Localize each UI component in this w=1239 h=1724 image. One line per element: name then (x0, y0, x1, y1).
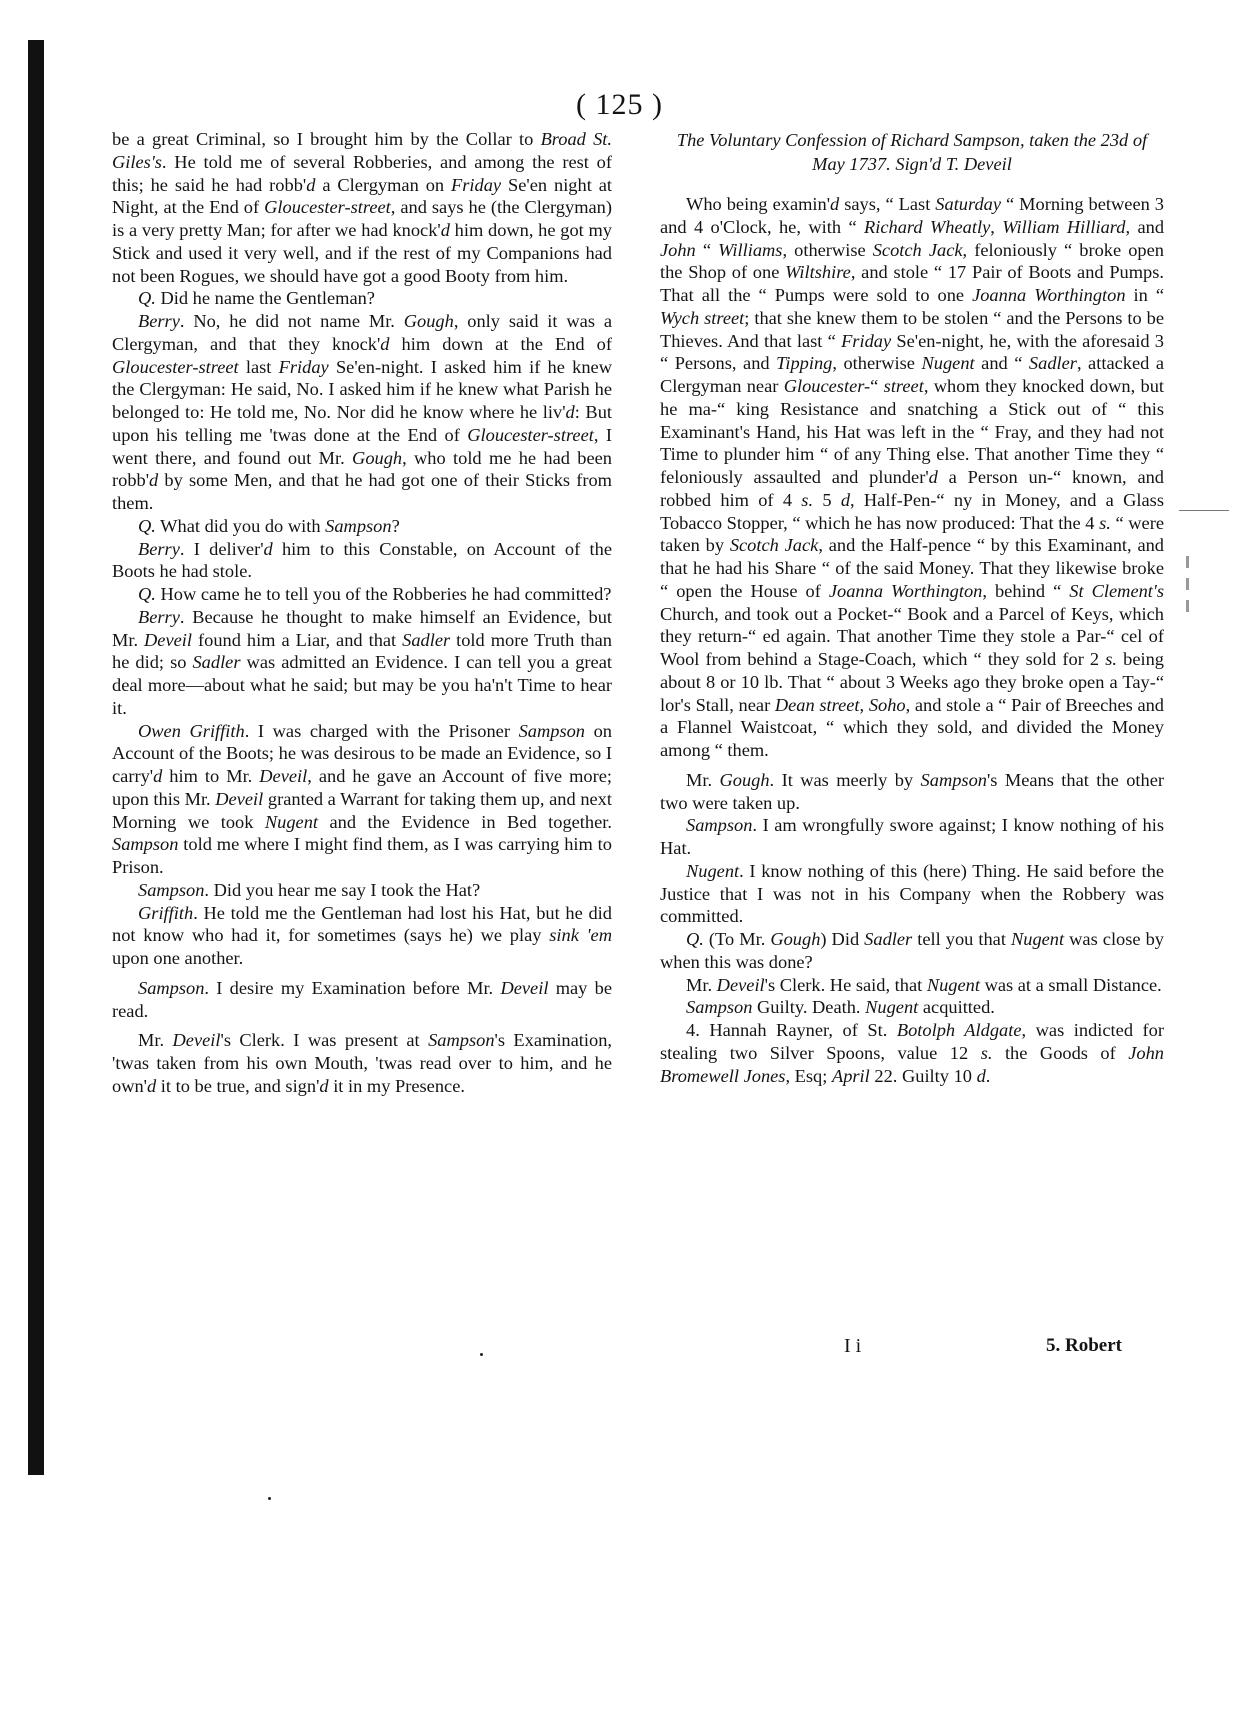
margin-mark (1186, 556, 1189, 568)
right-paragraph: Who being examin'd says, “ Last Saturday “ Morning between 3 and 4 o'Clock, he, with “ Richard Wheatly, William Hilliard, and John “ Williams, otherwise Scotch Jack, feloniously “ broke open the Shop of one Wiltshire, and stole “ 17 Pair of Boots and Pumps. That all the “ Pumps were sold to one Joanna Worthington in “ Wych street; that she knew them to be stolen “ and the Persons to be Thieves. And that last “ Friday Se'en-night, he, with the aforesaid 3 “ Persons, and Tipping, otherwise Nugent and “ Sadler, attacked a Clergyman near Gloucester-“ street, whom they knocked down, but he ma-“ king Resistance and snatching a Stick out of “ this Examinant's Hand, his Hat was left in the “ Fray, and they had not Time to plunder him “ of any Thing else. That another Time they “ feloniously assaulted and plunder'd a Person un-“ known, and robbed him of 4 s. 5 d, Half-Pen-“ ny in Money, and a Glass Tobacco Stopper, “ which he has now produced: That the 4 s. “ were taken by Scotch Jack, and the Half-pence “ by this Examinant, and that he had his Share “ of the said Money. That they likewise broke “ open the House of Joanna Worthington, behind “ St Clement's Church, and took out a Pocket-“ Book and a Parcel of Keys, which they return-“ ed again. That another Time they stole a Par-“ cel of Wool from behind a Stage-Coach, which “ they sold for 2 s. being about 8 or 10 lb. That “ about 3 Weeks ago they broke open a Tay-“ lor's Stall, near Dean street, Soho, and stole a “ Pair of Breeches and a Flannel Waistcoat, “ which they sold, and divided the Money among “ them. (660, 194, 1165, 760)
confession-heading: The Voluntary Confession of Richard Sampson, taken the 23d of May 1737. Sign'd T. Deveil (676, 130, 1148, 174)
left-paragraph: Q. What did you do with Sampson? (138, 515, 400, 536)
margin-mark (1186, 578, 1189, 590)
right-paragraph: Q. (To Mr. Gough) Did Sadler tell you that Nugent was close by when this was done? (660, 929, 1164, 972)
left-column (112, 128, 612, 1098)
left-paragraph: Sampson. I desire my Examination before Mr. Deveil may be read. (112, 977, 612, 1021)
left-paragraph: Q. How came he to tell you of the Robberies he had committed? (138, 584, 612, 604)
right-paragraph: Mr. Gough. It was meerly by Sampson's Means that the other two were taken up. (660, 769, 1164, 813)
signature-mark: I i (844, 1335, 862, 1357)
left-paragraph: Berry. No, he did not name Mr. Gough, only said it was a Clergyman, and that they knock'd him down at the End of Gloucester-street last Friday Se'en-night. I asked him if he knew the Clergyman: He said, No. I asked him if he knew what Parish he belonged to: He told me, No. Nor did he know where he liv'd: But upon his telling me 'twas done at the End of Gloucester-street, I went there, and found out Mr. Gough, who told me he had been robb'd by some Men, and that he had got one of their Sticks from them. (112, 311, 612, 513)
right-column (660, 128, 1164, 1087)
page-number: ( 125 ) (576, 88, 663, 121)
catchword: 5. Robert (1046, 1335, 1122, 1356)
left-paragraph: Mr. Deveil's Clerk. I was present at Sampson's Examination, 'twas taken from his own Mouth, 'twas read over to him, and he own'd it to be true, and sign'd it in my Presence. (112, 1030, 613, 1096)
right-paragraph: Sampson. I am wrongfully swore against; I know nothing of his Hat. (660, 815, 1164, 858)
right-paragraph: Sampson Guilty. Death. Nugent acquitted. (686, 997, 995, 1018)
ink-speck (268, 1497, 271, 1500)
binding-edge (28, 40, 44, 1475)
ink-speck (480, 1353, 483, 1356)
left-paragraph: be a great Criminal, so I brought him by the Collar to Broad St. Giles's. He told me of several Robberies, and among the rest of this; he said he had robb'd a Clergyman on Friday Se'en night at Night, at the End of Gloucester-street, and says he (the Clergyman) is a very pretty Man; for after we had knock'd him down, he got my Stick and used it very well, and if the rest of my Companions had not been Rogues, we should have got a good Booty from him. (112, 129, 612, 286)
left-paragraph: Berry. I deliver'd him to this Constable, on Account of the Boots he had stole. (112, 538, 612, 582)
right-paragraph: Mr. Deveil's Clerk. He said, that Nugent was at a small Distance. (686, 974, 1162, 995)
margin-mark (1186, 600, 1189, 612)
left-paragraph: Sampson. Did you hear me say I took the Hat? (138, 879, 481, 900)
left-paragraph: Q. Did he name the Gentleman? (138, 288, 375, 309)
right-paragraph: Nugent. I know nothing of this (here) Thing. He said before the Justice that I was not in his Company when the Robbery was committed. (660, 860, 1164, 927)
left-paragraph: Berry. Because he thought to make himself an Evidence, but Mr. Deveil found him a Liar, and that Sadler told more Truth than he did; so Sadler was admitted an Evidence. I can tell you a great deal more—about what he said; but may be you ha'n't Time to hear it. (112, 606, 612, 718)
left-paragraph: Owen Griffith. I was charged with the Prisoner Sampson on Account of the Boots; he was desirous to be made an Evidence, so I carry'd him to Mr. Deveil, and he gave an Account of five more; upon this Mr. Deveil granted a Warrant for taking them up, and next Morning we took Nugent and the Evidence in Bed together. Sampson told me where I might find them, as I was carrying him to Prison. (112, 720, 612, 877)
left-paragraph: Griffith. He told me the Gentleman had lost his Hat, but he did not know who had it, for sometimes (says he) we play sink 'em upon one another. (112, 902, 612, 968)
margin-mark (1179, 510, 1229, 511)
right-paragraph: 4. Hannah Rayner, of St. Botolph Aldgate, was indicted for stealing two Silver Spoons, value 12 s. the Goods of John Bromewell Jones, Esq; April 22. Guilty 10 d. (660, 1020, 1164, 1086)
